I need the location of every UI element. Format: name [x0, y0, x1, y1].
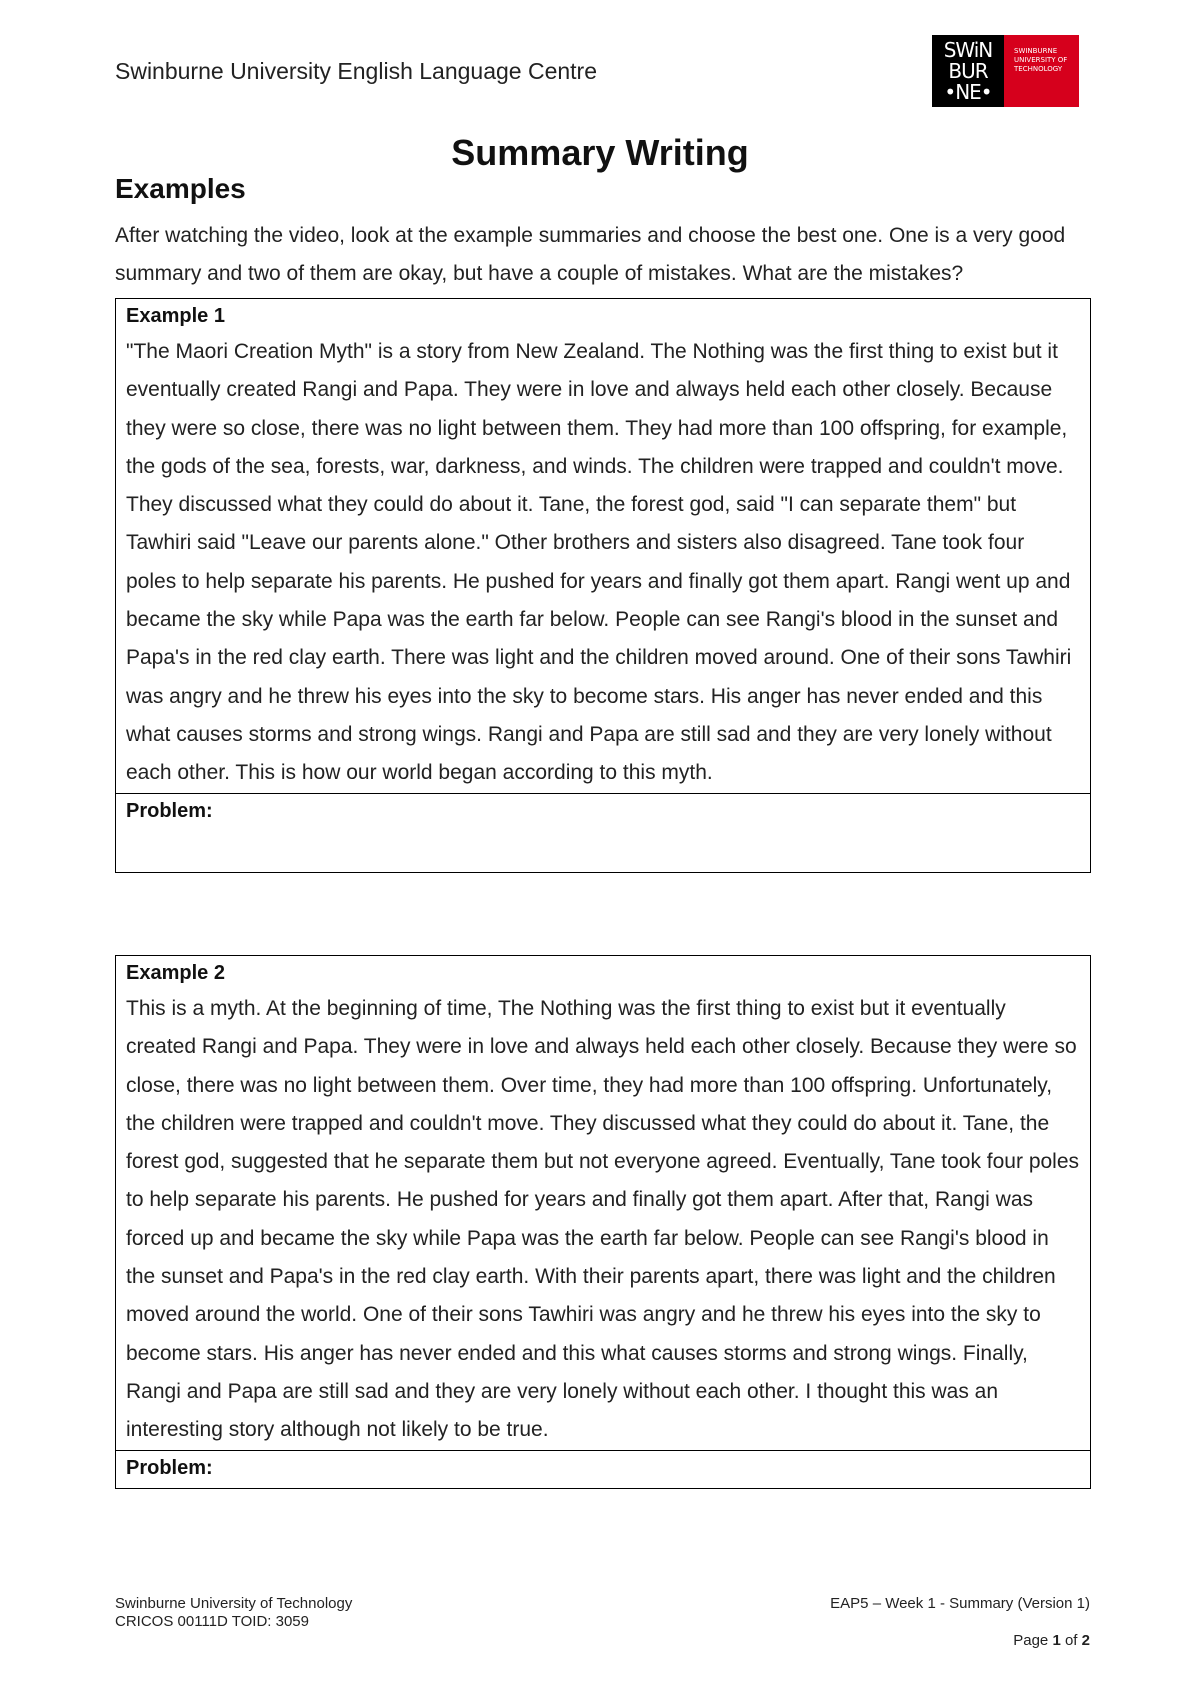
page-of: of — [1064, 1632, 1078, 1649]
example-box-2 — [115, 955, 1091, 1489]
logo-line-1: SWiN — [943, 37, 993, 62]
footer-left — [115, 1595, 352, 1631]
intro-paragraph: After watching the video, look at the example summaries and choose the best one. One is a very good summary and two of them are okay, but have a couple of mistakes. What are the mistakes? — [115, 224, 1066, 285]
example-box-1 — [115, 298, 1091, 873]
logo-line-2: BUR — [948, 58, 988, 83]
logo-red-block: SWINBURNE UNIVERSITY OF TECHNOLOGY — [1004, 35, 1079, 107]
example-2-cell — [116, 956, 1090, 1450]
swinburne-logo — [932, 35, 1079, 107]
page-number — [1013, 1632, 1090, 1649]
example-1-text: "The Maori Creation Myth" is a story from New Zealand. The Nothing was the first thing to exist but it eventually created Rangi and Papa. They were in love and always held each other closely. Because they were so close, there was no light between them. They had more than 100 offspring, for example, the gods of the sea, forests, war, darkness, and winds. The children were trapped and couldn't move. They discussed what they could do about it. Tane, the forest god, said "I can separate them" but Tawhiri said "Leave our parents alone." Other brothers and sisters also disagreed. Tane took four poles to help separate his parents. He pushed for years and finally got them apart. Rangi went up and became the sky while Papa was the earth far below. People can see Rangi's blood in the sunset and Papa's in the red clay earth. There was light and the children moved around. One of their sons Tawhiri was angry and he threw his eyes into the sky to become stars. His anger has never ended and this what causes storms and strong wings. Rangi and Papa are still sad and they are very lonely without each other. This is how our world began according to this myth. — [126, 340, 1072, 785]
footer-course-label: EAP5 – Week 1 - Summary (Version 1) — [830, 1595, 1090, 1612]
header-org-name: Swinburne University English Language Centre — [115, 58, 598, 84]
example-1-problem: Problem: — [116, 793, 1090, 872]
page-title: Summary Writing — [451, 132, 749, 173]
page-label: Page — [1013, 1632, 1049, 1649]
example-2-text: This is a myth. At the beginning of time, The Nothing was the first thing to exist but it eventually created Rangi and Papa. They were in love and always held each other closely. Because they were so close, there was no light between them. Over time, they had more than 100 offspring. Unfortunately, the children were trapped and couldn't move. They discussed what they could do about it. Tane, the forest god, suggested that he separate them but not everyone agreed. Eventually, Tane took four poles to help separate his parents. He pushed for years and finally got them apart. After that, Rangi was forced up and became the sky while Papa was the earth far below. People can see Rangi's blood in the sunset and Papa's in the red clay earth. With their parents apart, there was light and the children moved around the world. One of their sons Tawhiri was angry and he threw his eyes into the sky to become stars. His anger has never ended and this what causes storms and strong wings. Finally, Rangi and Papa are still sad and they are very lonely without each other. I thought this was an interesting story although not likely to be true. — [126, 997, 1080, 1442]
logo-line-3: •NE• — [944, 79, 992, 104]
footer-cricos: CRICOS 00111D TOID: 3059 — [115, 1613, 309, 1630]
page-total: 2 — [1081, 1632, 1090, 1649]
footer-university: Swinburne University of Technology — [115, 1595, 353, 1612]
example-1-cell — [116, 299, 1090, 793]
page-current: 1 — [1052, 1632, 1061, 1649]
example-1-title: Example 1 — [126, 305, 225, 327]
logo-black-block — [932, 35, 1004, 107]
section-heading: Examples — [115, 173, 246, 204]
example-2-title: Example 2 — [126, 962, 225, 984]
example-2-problem: Problem: — [116, 1450, 1090, 1488]
